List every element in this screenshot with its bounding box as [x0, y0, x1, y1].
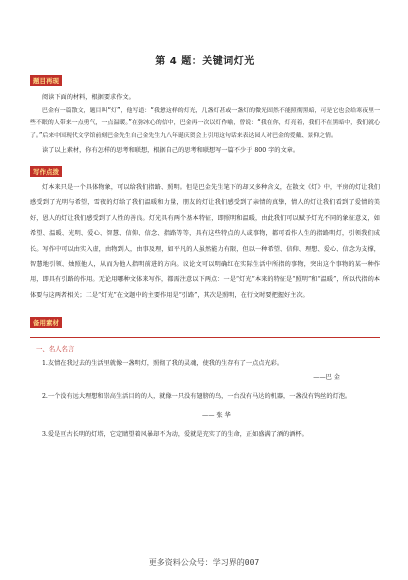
section-tag-materials: 备用素材: [30, 317, 62, 328]
prompt-task: 读了以上素材，你有怎样的思考和联想，根据自己的思考和联想写一篇不少于 800 字的文章。: [42, 147, 300, 155]
section-divider: [30, 337, 380, 338]
quote-author-2: —— 张 华: [202, 412, 231, 420]
page-title: 第 4 题：关键词灯光: [155, 56, 255, 67]
section-tag-prompt: 题目再现: [30, 75, 62, 86]
quote-item-1: 1.友情在我过去的生活里就像一盏明灯，照彻了我的灵魂，使我的生存有了一点点光彩。: [42, 360, 284, 368]
quote-author-1: ——巴 金: [313, 373, 340, 381]
guidance-body: 灯本来只是一个具体物象，可以给我们指路、照明。但是巴金先生笔下的却又多种含义，在散文《灯》中，平房的灯让我们感受到了光明与希望，雪夜的灯给了我们温暖和力量，朋友的灯让我们感受到了亲情的真挚，情人的灯让我们看到了爱情的美好，恩人的灯让我们感受到了人性的善良。灯光具有两个基本特征，即照明和温暖，由此我们可以赋予灯光不同的象征意义，如希望、温暖、光明、爱心、智慧、信仰、信念、指路等等，具有这些特点的人或事物，都可看作人生的指路明灯，引领我们成长。写作中可以由实入虚，由物到人，由事及理，如平凡的人虽然能力有限，但以一种希望、信仰、理想、爱心、信念为支撑，智慧地引领、烛照他人，从而为他人指明前进的方向。议论文可以明确红在实际生活中所指的事物，突出这个事物的某一种作用，即具有引路的作用。无论用哪种文体来写作，都需注意以下两点：一是“灯光”本来的特征是“照明”和“温暖”，所以代指的本体要与这两者相关；二是“灯光”在文题中的主要作用是“引路”，其次是照明，在行文时要把握好主次。: [30, 183, 380, 299]
document-page: [30, 0, 380, 442]
page-footer: 更多资料公众号：学习界的007: [148, 558, 260, 567]
quote-item-3: 3.爱是亘古长明的灯塔，它定睛望着风暴却不为动，爱就是充实了的生命，正如盛满了酒的酒杯。: [42, 431, 308, 439]
prompt-quote: 巴金有一篇散文，题目叫“灯”，他写道：“我惫这样的灯光，几盏灯甚或一盏灯的微光固然不能照彻黑暗，可是它也会给寒夜里一些不眠的人带来一点勇气，一点温暖。”在弥冰心的信中，巴金再一次以灯作喻，曾说：“我在你，灯亮着，我们不在黑暗中，我们就心了。”后来中国现代文学馆前刻巴金先生自己金先生九八年诞庆贺会上引用这句话来表达园人对巴金的爱戴、景仰之情。: [30, 107, 380, 139]
quote-item-2: 2.一个没有远大理想和崇高生活目的的人，就像一只没有翅膀的鸟，一台没有马达的机器，一盏没有钨丝的灯泡。: [42, 392, 352, 400]
prompt-intro: 阅读下面的材料，根据要求作文。: [42, 94, 135, 101]
section-tag-guidance: 写作点拨: [30, 166, 62, 177]
materials-subhead: 一、名人名言: [36, 345, 75, 354]
